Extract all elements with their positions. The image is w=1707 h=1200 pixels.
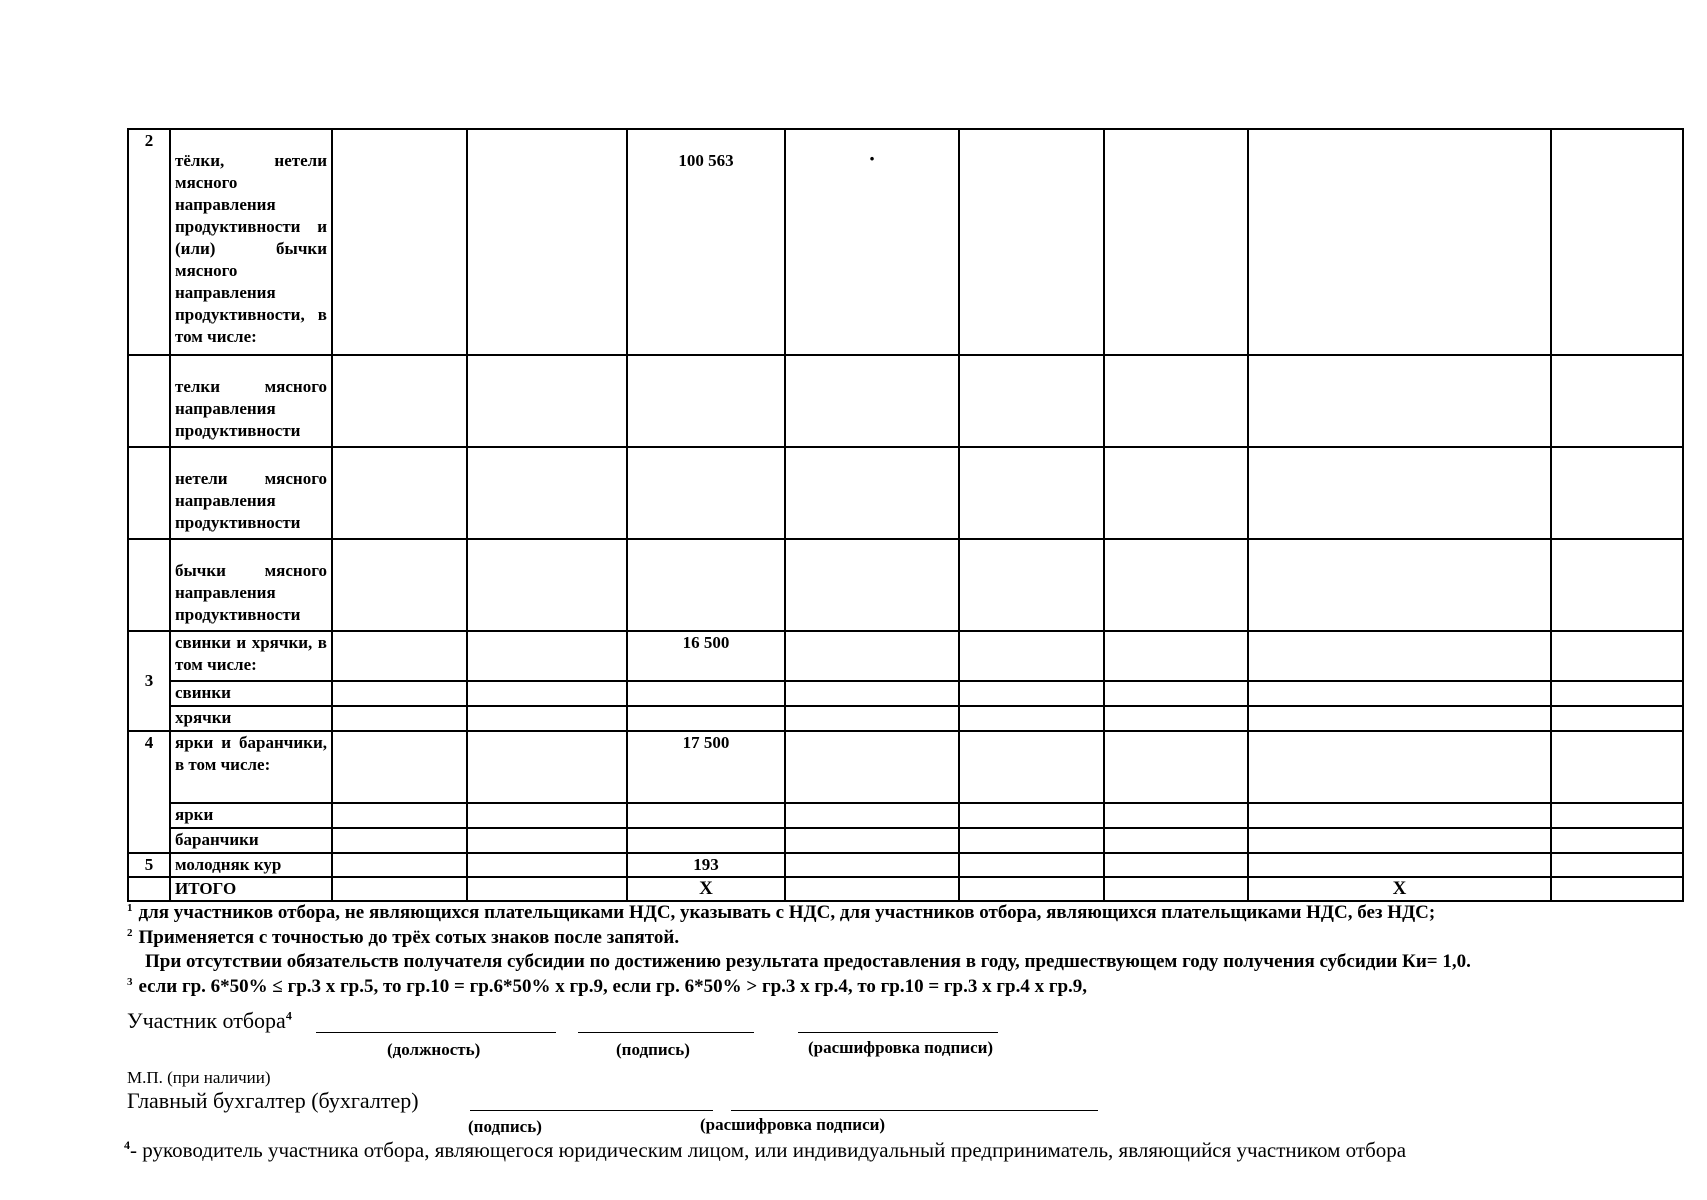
cell-col6 — [785, 828, 959, 853]
cell-col5: 100 563 — [627, 129, 785, 355]
cell-col8 — [1104, 447, 1248, 539]
acc-decoding-caption: (расшифровка подписи) — [700, 1115, 886, 1134]
cell-col4 — [467, 447, 627, 539]
row-name: ярки и баранчики, в том числе: — [170, 731, 332, 803]
cell-col8 — [1104, 877, 1248, 901]
participant-label-block — [127, 1008, 292, 1034]
row-name: молодняк кур — [170, 853, 332, 877]
footnote-3 — [127, 976, 1087, 998]
position-line — [316, 1032, 556, 1033]
row-number — [128, 877, 170, 901]
row-name: телки мясного направления продуктивности — [170, 355, 332, 447]
cell-col3 — [332, 706, 467, 731]
footnote-2-continuation: При отсутствии обязательств получателя субсидии по достижению результата предоставления в году, предшествующем году получения субсидии Ки= 1,0. — [145, 951, 1471, 972]
stamp-label: М.П. (при наличии) — [127, 1068, 271, 1087]
cell-col9 — [1248, 539, 1551, 631]
table-row — [128, 731, 1683, 803]
acc-signature-line — [470, 1110, 713, 1111]
cell-col8 — [1104, 731, 1248, 803]
cell-col7 — [959, 447, 1104, 539]
cell-col7 — [959, 631, 1104, 681]
cell-col10 — [1551, 706, 1683, 731]
cell-col5 — [627, 539, 785, 631]
cell-col4 — [467, 853, 627, 877]
cell-col5 — [627, 681, 785, 706]
participant-label: Участник отбора — [127, 1008, 286, 1033]
cell-col3 — [332, 681, 467, 706]
cell-col8 — [1104, 355, 1248, 447]
participant-mark: 4 — [285, 1008, 292, 1023]
cell-col4 — [467, 631, 627, 681]
table-row — [128, 853, 1683, 877]
table-row — [128, 803, 1683, 828]
cell-col9: Х — [1248, 877, 1551, 901]
table-row — [128, 706, 1683, 731]
cell-col6 — [785, 803, 959, 828]
cell-col6 — [785, 631, 959, 681]
cell-col7 — [959, 877, 1104, 901]
cell-col6 — [785, 706, 959, 731]
cell-col3 — [332, 355, 467, 447]
cell-col7 — [959, 803, 1104, 828]
cell-col3 — [332, 731, 467, 803]
note-mark: 4 — [124, 1138, 130, 1152]
cell-col5: 17 500 — [627, 731, 785, 803]
row-number — [128, 447, 170, 539]
cell-col4 — [467, 129, 627, 355]
cell-col10 — [1551, 731, 1683, 803]
cell-col9 — [1248, 355, 1551, 447]
cell-col8 — [1104, 803, 1248, 828]
cell-col10 — [1551, 681, 1683, 706]
table-row — [128, 828, 1683, 853]
table-row — [128, 631, 1683, 681]
cell-col3 — [332, 129, 467, 355]
cell-col9 — [1248, 853, 1551, 877]
footnote-2 — [127, 927, 679, 949]
cell-col10 — [1551, 877, 1683, 901]
cell-col3 — [332, 447, 467, 539]
cell-col10 — [1551, 631, 1683, 681]
cell-col4 — [467, 539, 627, 631]
cell-col3 — [332, 539, 467, 631]
cell-col3 — [332, 631, 467, 681]
cell-col6 — [785, 681, 959, 706]
table-row — [128, 681, 1683, 706]
cell-col8 — [1104, 681, 1248, 706]
cell-col6 — [785, 355, 959, 447]
row-name: хрячки — [170, 706, 332, 731]
cell-col9 — [1248, 129, 1551, 355]
cell-col6 — [785, 877, 959, 901]
cell-col7 — [959, 355, 1104, 447]
cell-col10 — [1551, 447, 1683, 539]
table-row — [128, 129, 1683, 355]
accountant-label: Главный бухгалтер (бухгалтер) — [127, 1088, 419, 1113]
row-name: тёлки, нетели мясного направления продуктивности и (или) бычки мясного направления продуктивности, в том числе: — [170, 129, 332, 355]
cell-col7 — [959, 681, 1104, 706]
cell-col6 — [785, 539, 959, 631]
decoding-caption: (расшифровка подписи) — [808, 1038, 994, 1057]
cell-col3 — [332, 853, 467, 877]
signature-line — [578, 1032, 754, 1033]
position-caption: (должность) — [387, 1040, 481, 1059]
cell-col10 — [1551, 853, 1683, 877]
cell-col3 — [332, 877, 467, 901]
cell-col5 — [627, 706, 785, 731]
footnote-mark: 3 — [127, 976, 133, 988]
row-number: 5 — [128, 853, 170, 877]
cell-col8 — [1104, 631, 1248, 681]
footnote-text: Применяется с точностью до трёх сотых знаков после запятой. — [138, 927, 680, 948]
row-name: баранчики — [170, 828, 332, 853]
cell-col10 — [1551, 828, 1683, 853]
cell-col7 — [959, 539, 1104, 631]
cell-col8 — [1104, 129, 1248, 355]
cell-col6 — [785, 731, 959, 803]
cell-col9 — [1248, 731, 1551, 803]
cell-col4 — [467, 828, 627, 853]
cell-col7 — [959, 129, 1104, 355]
cell-col8 — [1104, 853, 1248, 877]
cell-col10 — [1551, 539, 1683, 631]
cell-col9 — [1248, 803, 1551, 828]
signature-caption: (подпись) — [616, 1040, 690, 1059]
cell-col7 — [959, 828, 1104, 853]
decoding-line — [798, 1032, 998, 1033]
row-number: 3 — [128, 631, 170, 731]
cell-col9 — [1248, 447, 1551, 539]
table-row-total — [128, 877, 1683, 901]
cell-col3 — [332, 828, 467, 853]
cell-col5 — [627, 447, 785, 539]
cell-col7 — [959, 706, 1104, 731]
cell-col4 — [467, 803, 627, 828]
cell-col7 — [959, 731, 1104, 803]
footnote-text: если гр. 6*50% ≤ гр.3 х гр.5, то гр.10 = гр.6*50% х гр.9, если гр. 6*50% > гр.3 х гр.4, то гр.10 = гр.3 х гр.4 х гр.9, — [138, 976, 1088, 997]
footnote-mark: 2 — [127, 927, 133, 939]
cell-col7 — [959, 853, 1104, 877]
cell-col5: 16 500 — [627, 631, 785, 681]
cell-col9 — [1248, 828, 1551, 853]
cell-col9 — [1248, 706, 1551, 731]
cell-mark: · — [868, 146, 876, 171]
cell-col5 — [627, 803, 785, 828]
cell-col8 — [1104, 828, 1248, 853]
note-text: - руководитель участника отбора, являющегося юридическим лицом, или индивидуальный предприниматель, являющийся участником отбора — [130, 1138, 1407, 1162]
row-name: свинки и хрячки, в том числе: — [170, 631, 332, 681]
footnote-1 — [127, 902, 1435, 924]
table-row — [128, 447, 1683, 539]
subsidy-table — [127, 128, 1684, 902]
cell-col6 — [785, 853, 959, 877]
table-row — [128, 355, 1683, 447]
cell-col10 — [1551, 129, 1683, 355]
cell-col10 — [1551, 355, 1683, 447]
acc-signature-caption: (подпись) — [468, 1117, 542, 1136]
footnote-text: для участников отбора, не являющихся плательщиками НДС, указывать с НДС, для участников отбора, являющихся плательщиками НДС, без НДС; — [138, 902, 1436, 923]
row-number — [128, 355, 170, 447]
row-name: нетели мясного направления продуктивности — [170, 447, 332, 539]
cell-col8 — [1104, 706, 1248, 731]
row-number: 4 — [128, 731, 170, 853]
acc-decoding-line — [731, 1110, 1098, 1111]
row-number: 2 — [128, 129, 170, 355]
row-name: ярки — [170, 803, 332, 828]
row-name: свинки — [170, 681, 332, 706]
cell-col4 — [467, 877, 627, 901]
cell-col4 — [467, 706, 627, 731]
cell-col8 — [1104, 539, 1248, 631]
cell-col5: 193 — [627, 853, 785, 877]
cell-col10 — [1551, 803, 1683, 828]
participant-note — [124, 1138, 1406, 1163]
table-row — [128, 539, 1683, 631]
row-number — [128, 539, 170, 631]
cell-col5 — [627, 828, 785, 853]
row-name: ИТОГО — [170, 877, 332, 901]
cell-col6 — [785, 447, 959, 539]
row-name: бычки мясного направления продуктивности — [170, 539, 332, 631]
cell-col9 — [1248, 631, 1551, 681]
cell-col6 — [785, 129, 959, 355]
cell-col5: Х — [627, 877, 785, 901]
cell-col4 — [467, 681, 627, 706]
cell-col3 — [332, 803, 467, 828]
cell-col4 — [467, 731, 627, 803]
footnote-mark: 1 — [127, 902, 133, 914]
cell-col9 — [1248, 681, 1551, 706]
cell-col4 — [467, 355, 627, 447]
cell-col5 — [627, 355, 785, 447]
